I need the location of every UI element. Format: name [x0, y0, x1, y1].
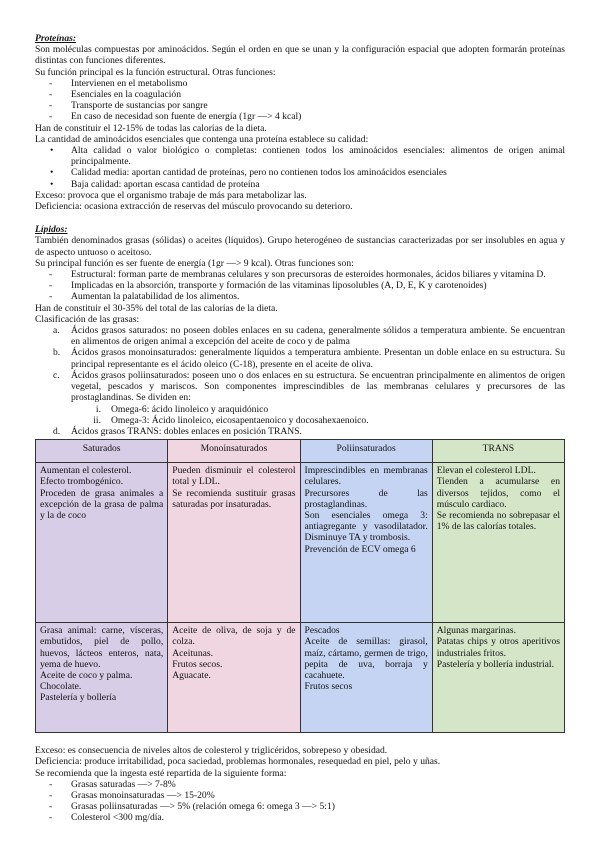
list-item: • Calidad media: aportan cantidad de proteínas, pero no contienen todos los aminoácidos esenciales	[35, 167, 565, 178]
table-header-saturados: Saturados	[36, 440, 168, 463]
list-item	[35, 325, 565, 347]
cell-line: Aceite de oliva, de soja y de colza.	[172, 625, 296, 648]
footer-exceso: Exceso: es consecuencia de niveles altos de colesterol y triglicéridos, sobrepeso y obesidad.	[35, 745, 388, 757]
list-item: - Esenciales en la coagulación	[35, 89, 565, 100]
cell-line: Grasa animal: carne, vísceras, embutidos, piel de pollo, huevos, lácteos enteros, nata, yema de huevo.	[40, 625, 164, 670]
lipidos-clasificacion: Clasificación de las grasas:	[35, 313, 140, 325]
table-cell	[36, 623, 168, 733]
ingesta-list	[35, 779, 565, 824]
lipidos-funcion-line: Su principal función es ser fuente de energía (1gr —> 9 kcal). Otras funciones son:	[35, 257, 354, 269]
lipidos-section	[35, 224, 565, 733]
list-item	[35, 347, 565, 369]
table-header-row	[36, 440, 565, 463]
cell-line: Proceden de grasa animales a excepción de la grasa de palma y la de coco	[40, 487, 164, 521]
list-item: - Transporte de sustancias por sangre	[35, 100, 565, 111]
table-header-mono: Monoinsaturados	[168, 440, 300, 463]
table-cell	[300, 623, 432, 733]
proteinas-funcion-line: Su función principal es la función estructural. Otras funciones:	[35, 66, 276, 78]
cell-line: Pastelería y bollería	[40, 692, 117, 704]
table-cell	[168, 463, 300, 623]
footer-recomienda: Se recomienda que la ingesta esté repartida de la siguiente forma:	[35, 767, 287, 779]
cell-line: Aumentan el colesterol.	[40, 465, 132, 477]
grasas-types-list	[35, 325, 565, 437]
proteinas-exceso: Exceso: provoca que el organismo trabaje de más para metabolizar las.	[35, 189, 307, 201]
list-item: - Implicadas en la absorción, transporte y formación de las vitaminas liposolubles (A, D, E, K y carotenoides)	[35, 280, 565, 291]
list-marker: b.	[53, 347, 61, 359]
cell-line: Aguacate.	[172, 669, 211, 681]
table-cell	[432, 463, 564, 623]
cell-line: Aceite de coco y palma.	[40, 669, 133, 681]
list-marker: ii.	[93, 414, 101, 426]
list-item: - Colesterol <300 mg/día.	[35, 812, 565, 823]
footer-section	[35, 745, 565, 823]
table-cell	[36, 463, 168, 623]
cell-line: Chocolate.	[40, 681, 82, 693]
proteinas-calidad-intro: La cantidad de aminoácidos esenciales que contenga una proteína establece su calidad:	[35, 133, 369, 145]
list-item	[35, 370, 565, 426]
cell-line: Precursores de las prostaglandinas.	[304, 487, 428, 510]
list-item-text: Omega-6: ácido linoleico y araquidónico	[111, 403, 269, 415]
cell-line: Aceitunas.	[172, 647, 214, 659]
list-item: - En caso de necesidad son fuente de energía (1gr —> 4 kcal)	[35, 111, 565, 122]
cell-line: Se recomienda no sobrepasar el 1% de las calorías totales.	[436, 509, 560, 533]
cell-line: Efecto trombogénico.	[40, 476, 124, 488]
proteinas-deficiencia: Deficiencia: ocasiona extracción de reservas del músculo provocando su deterioro.	[35, 201, 353, 213]
cell-line: Son esenciales omega 3: antiagregante y vasodilatador. Disminuye TA y trombosis.	[304, 509, 428, 544]
list-item: • Baja calidad: aportan escasa cantidad de proteína	[35, 179, 565, 190]
list-item-text: Ácidos grasos poliinsaturados: poseen uno o dos enlaces en su estructura. Se encuentran principalmente en alimentos de origen vegetal, pescados y mariscos. Son componentes imprescindibles de las membranas celulares y precursores de las prostaglandinas. Se dividen en:	[71, 369, 565, 404]
list-item: • Alta calidad o valor biológico o completas: contienen todos los aminoácidos esenciales: alimentos de origen animal principalmente.	[35, 145, 565, 167]
list-item-text: Ácidos grasos saturados: no poseen dobles enlaces en su cadena, generalmente sólidos a temperatura ambiente. Se encuentran en alimentos de origen animal a excepción del aceite de coco y de palma	[71, 325, 565, 348]
footer-deficiencia: Deficiencia: produce irritabilidad, poca saciedad, problemas hormonales, resequedad en piel, pelo y uñas.	[35, 756, 441, 768]
section-gap	[35, 212, 565, 224]
proteinas-heading: Proteínas:	[35, 33, 77, 44]
lipidos-heading: Lípidos:	[35, 224, 68, 236]
proteinas-intro: Son moléculas compuestas por aminoácidos. Según el orden en que se unan y la configuración espacial que adopten formarán proteínas distintas con funciones diferentes.	[35, 44, 565, 67]
list-item: - Grasas saturadas —> 7-8%	[35, 779, 565, 790]
cell-line: Pescados	[304, 625, 340, 637]
list-item: - Grasas poliinsaturadas —> 5% (relación omega 6: omega 3 —> 5:1)	[35, 801, 565, 812]
list-item	[71, 415, 565, 426]
cell-line: Prevención de ECV omega 6	[304, 543, 416, 555]
proteinas-functions-list	[35, 78, 565, 123]
list-item: - Grasas monoinsaturadas —> 15-20%	[35, 790, 565, 801]
list-marker: d.	[53, 425, 61, 437]
list-item	[35, 426, 565, 437]
document-page	[35, 33, 565, 824]
list-marker: a.	[53, 325, 60, 337]
table-cell	[300, 463, 432, 623]
cell-line: Patatas chips y otros aperitivos industriales fritos.	[436, 636, 560, 659]
cell-line: Tienden a acumularse en diversos tejidos, como el músculo cardiaco.	[436, 476, 560, 510]
list-item-text: Omega-3: Ácido linoleico, eicosapentaenoico y docosahexaenoico.	[111, 414, 369, 426]
proteinas-section	[35, 33, 565, 212]
list-marker: c.	[53, 369, 60, 381]
table-header-trans: TRANS	[432, 440, 564, 463]
lipidos-calorias: Han de constituir el 30-35% del total de las calorías de la dieta.	[35, 302, 278, 314]
cell-line: Frutos secos	[304, 681, 353, 693]
list-item-text: Ácidos grasos monoinsaturados: generalmente líquidos a temperatura ambiente. Presentan un doble enlace en su estructura. Su principal representante es el ácido oleico (C-18), presente en el aceite de oliva.	[71, 347, 565, 370]
table-cell	[432, 623, 564, 733]
cell-line: Aceite de semillas: girasol, maíz, cártamo, germen de trigo, pepita de uva, borraja y cacahuete.	[304, 636, 428, 681]
cell-line: Pueden disminuir el colesterol total y LDL.	[172, 465, 296, 488]
table-row	[36, 623, 565, 733]
lipidos-functions-list	[35, 269, 565, 303]
proteinas-calorias: Han de constituir el 12-15% de todas las calorías de la dieta.	[35, 122, 267, 134]
cell-line: Imprescindibles en membranas celulares.	[304, 465, 428, 488]
lipidos-intro: También denominados grasas (sólidas) o aceites (líquidos). Grupo heterogéneo de sustancias caracterizadas por ser insolubles en agua y de aspecto untuoso o aceitoso.	[35, 235, 565, 258]
list-item: - Estructural: forman parte de membranas celulares y son precursoras de esteroides hormonales, ácidos biliares y vitamina D.	[35, 269, 565, 280]
section-gap	[35, 733, 565, 745]
cell-line: Frutos secos.	[172, 658, 223, 670]
cell-line: Pastelería y bollería industrial.	[436, 658, 554, 670]
cell-line: Se recomienda sustituir grasas saturadas por insaturadas.	[172, 487, 296, 510]
table-row	[36, 463, 565, 623]
omega-list	[71, 404, 565, 426]
list-item	[71, 404, 565, 415]
list-item-text: Ácidos grasos TRANS: dobles enlaces en posición TRANS.	[71, 425, 302, 437]
list-item: - Aumentan la palatabilidad de los alimentos.	[35, 291, 565, 302]
grasas-table	[35, 439, 565, 733]
cell-line: Algunas margarinas.	[436, 625, 516, 637]
proteinas-calidad-list	[35, 145, 565, 190]
table-cell	[168, 623, 300, 733]
list-item: - Intervienen en el metabolismo	[35, 78, 565, 89]
table-header-poli: Poliinsaturados	[300, 440, 432, 463]
cell-line: Elevan el colesterol LDL.	[436, 465, 536, 477]
list-marker: i.	[95, 403, 101, 415]
